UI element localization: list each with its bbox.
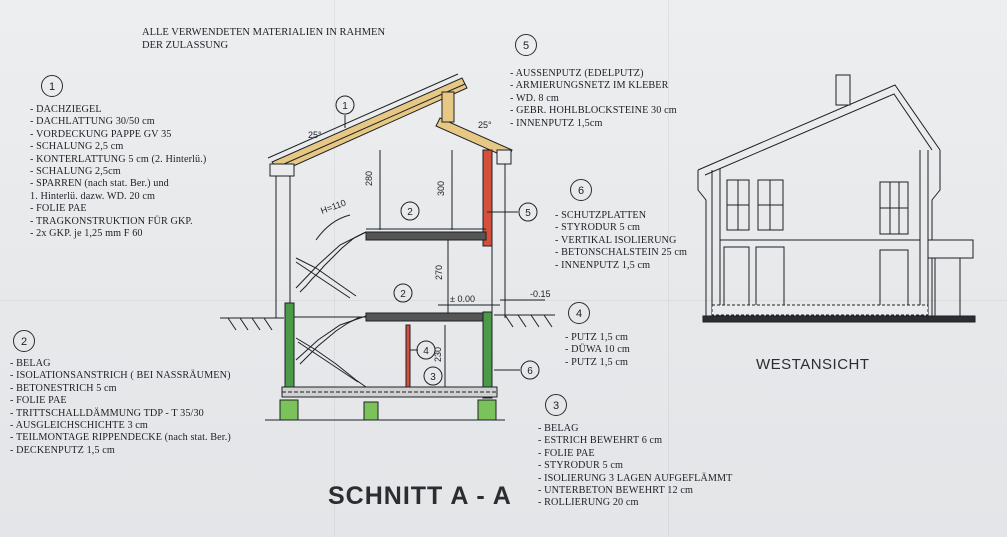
note-line: - FOLIE PAE	[538, 447, 595, 459]
angle-left-label: 25°	[308, 130, 322, 140]
angle-right-label: 25°	[478, 120, 492, 130]
note-line: - FOLIE PAE	[10, 395, 67, 407]
note-2-marker: 2	[13, 330, 35, 352]
elevation-roof-inner	[705, 94, 932, 175]
note-line: - ISOLATIONSANSTRICH ( BEI NASSRÄUMEN)	[10, 370, 231, 382]
note-line: - BELAG	[10, 358, 51, 369]
note-line: - SPARREN (nach stat. Ber.) und	[30, 178, 169, 190]
note-line: - 2x GKP. je 1,25 mm F 60	[30, 228, 143, 240]
basement-wall-left	[285, 303, 294, 397]
elevation-door-3	[880, 250, 908, 312]
marker-1-text: 1	[342, 101, 348, 112]
note-3-marker: 3	[545, 394, 567, 416]
note-line: - ROLLIERUNG 20 cm	[538, 497, 639, 509]
ground-left-hatch	[220, 318, 284, 330]
elevation-downpipe-left	[698, 170, 706, 318]
elevation-balcony	[928, 240, 973, 258]
dim-300-label: 300	[436, 180, 446, 196]
note-line: - TRAGKONSTRUKTION FÜR GKP.	[30, 215, 193, 227]
note-line: - STYRODUR 5 cm	[555, 222, 640, 234]
wall-left-eave	[270, 164, 294, 176]
note-6-marker: 6	[570, 179, 592, 201]
note-line: - DECKENPUTZ 1,5 cm	[10, 444, 115, 456]
note-line: - SCHALUNG 2,5 cm	[30, 141, 124, 153]
upper-floor-slab	[366, 232, 486, 240]
note-line: - TRITTSCHALLDÄMMUNG TDP - T 35/30	[10, 407, 204, 419]
west-elevation	[698, 75, 975, 322]
note-line: - STYRODUR 5 cm	[538, 460, 623, 472]
stair-height-label: H=110	[319, 197, 348, 216]
elevation-chimney	[836, 75, 850, 105]
stair-headroom-line	[316, 215, 350, 240]
level-015-label: -0.15	[530, 289, 551, 299]
note-1-marker: 1	[41, 75, 63, 97]
elevation-door-2	[756, 247, 784, 310]
note-line: - SCHALUNG 2,5cm	[30, 166, 121, 178]
elevation-title: WESTANSICHT	[756, 356, 870, 373]
ground-right-hatch	[494, 315, 555, 327]
note-line: - KONTERLATTUNG 5 cm (2. Hinterlü.)	[30, 153, 207, 165]
note-line: - UNTERBETON BEWEHRT 12 cm	[538, 485, 693, 497]
elevation-door-1	[724, 247, 749, 310]
note-line: - TEILMONTAGE RIPPENDECKE (nach stat. Ber.)	[10, 432, 231, 444]
marker-6-text: 6	[527, 366, 533, 377]
note-line: - DACHZIEGEL	[30, 104, 102, 115]
interior-wall	[406, 325, 410, 387]
note-line: - ESTRICH BEWEHRT 6 cm	[538, 435, 663, 447]
roof-batten	[268, 74, 458, 158]
approval-note-line1: ALLE VERWENDETEN MATERIALIEN IN RAHMEN	[142, 27, 386, 38]
elevation-plinth	[712, 305, 928, 315]
note-line: - PUTZ 1,5 cm	[565, 332, 628, 343]
note-line: 1. Hinterlü. dazw. WD. 20 cm	[30, 190, 156, 202]
note-line: - PUTZ 1,5 cm	[565, 356, 628, 368]
note-line: - AUSSENPUTZ (EDELPUTZ)	[510, 68, 644, 79]
note-line: - WD. 8 cm	[510, 92, 559, 104]
note-line: - GEBR. HOHLBLOCKSTEINE 30 cm	[510, 105, 677, 117]
stair-upper	[296, 232, 366, 298]
note-line: - ISOLIERUNG 3 LAGEN AUFGEFLÄMMT	[538, 472, 733, 484]
dim-270-label: 270	[434, 264, 444, 280]
note-line: - SCHUTZPLATTEN	[555, 210, 647, 221]
marker-5-text: 5	[525, 208, 531, 219]
note-line: - AUSGLEICHSCHICHTE 3 cm	[10, 420, 148, 432]
level-000-label: ± 0.00	[450, 294, 475, 304]
basement-wall-right	[483, 312, 492, 398]
dim-280-label: 280	[364, 170, 374, 186]
marker-2b-text: 2	[400, 289, 406, 300]
marker-2a-text: 2	[407, 207, 413, 218]
ridge-post	[442, 92, 454, 122]
ground-floor-slab	[366, 313, 492, 321]
dim-230-label: 230	[433, 346, 443, 362]
note-line: - VORDECKUNG PAPPE GV 35	[30, 128, 172, 140]
section-title: SCHNITT A - A	[328, 482, 512, 510]
elevation-roof	[698, 85, 940, 170]
note-5-marker: 5	[515, 34, 537, 56]
note-line: - VERTIKAL ISOLIERUNG	[555, 234, 677, 246]
approval-note-line2: DER ZULASSUNG	[142, 40, 229, 51]
note-line: - BETONSCHALSTEIN 25 cm	[555, 247, 687, 259]
elevation-downpipe-right	[932, 150, 940, 318]
elevation-ground	[703, 316, 975, 322]
footing-mid	[364, 402, 378, 420]
note-line: - BETONESTRICH 5 cm	[10, 382, 117, 394]
footing-left	[280, 400, 298, 420]
stair-lower	[296, 316, 366, 387]
note-line: - DACHLATTUNG 30/50 cm	[30, 116, 155, 128]
marker-3-text: 3	[430, 372, 436, 383]
note-line: - INNENPUTZ 1,5 cm	[555, 259, 651, 271]
note-4-marker: 4	[568, 302, 590, 324]
marker-4-text: 4	[423, 346, 429, 357]
footing-right	[478, 400, 496, 420]
note-line: - BELAG	[538, 423, 579, 434]
note-line: - FOLIE PAE	[30, 203, 87, 215]
note-line: - DÜWA 10 cm	[565, 344, 630, 356]
note-line: - INNENPUTZ 1,5cm	[510, 117, 603, 129]
note-line: - ARMIERUNGSNETZ IM KLEBER	[510, 80, 669, 92]
wall-right-eave	[497, 150, 511, 164]
